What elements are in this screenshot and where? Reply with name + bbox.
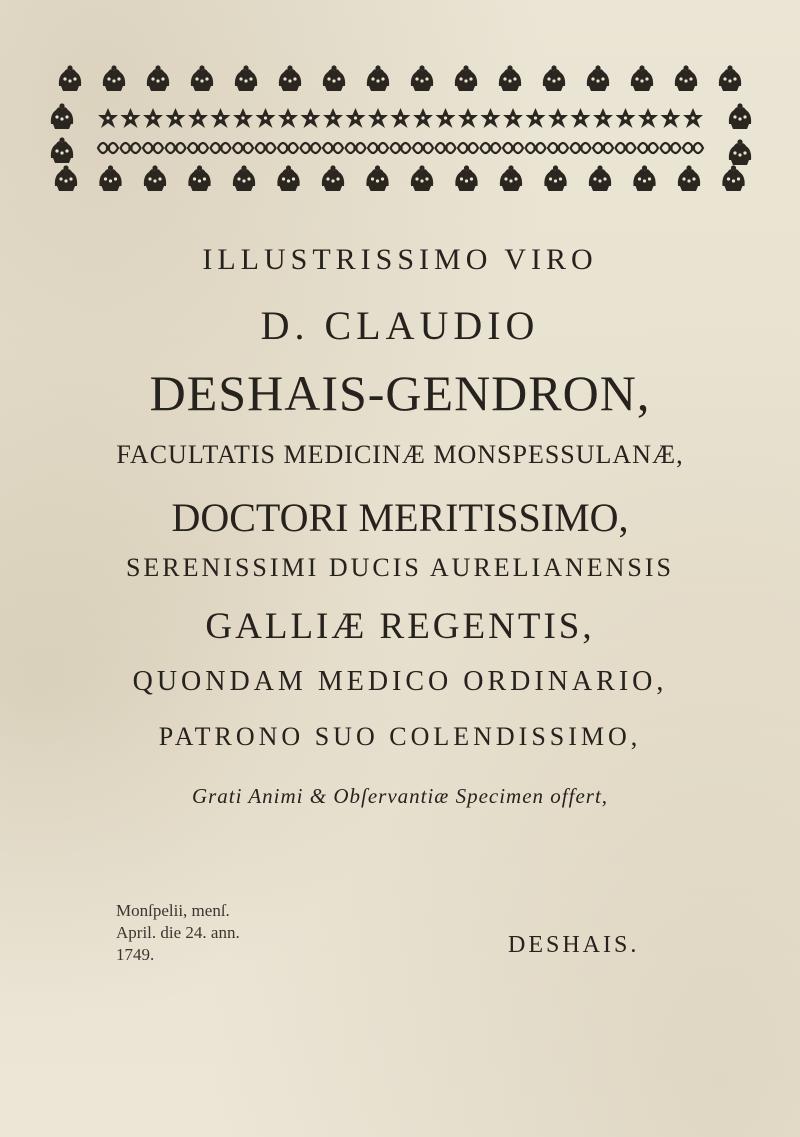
crown-fleuron-icon (366, 165, 388, 191)
signature: DESHAIS. (508, 932, 640, 958)
star-fleuron-icon (368, 108, 388, 128)
knot-fleuron-icon (616, 143, 636, 153)
knot-fleuron-icon (166, 143, 186, 153)
crown-fleuron-icon (411, 165, 433, 191)
knot-fleuron-icon (436, 143, 456, 153)
crown-fleuron-icon (678, 165, 700, 191)
star-fleuron-icon (256, 108, 276, 128)
star-fleuron-icon (278, 108, 298, 128)
star-fleuron-icon (121, 108, 141, 128)
knot-fleuron-icon (301, 143, 321, 153)
fleuron-band-icon (40, 56, 760, 198)
knot-fleuron-icon (391, 143, 411, 153)
star-fleuron-icon (413, 108, 433, 128)
dedication-line-6: SERENISSIMI DUCIS AURELIANENSIS (125, 553, 675, 582)
knot-fleuron-icon (526, 143, 546, 153)
star-fleuron-icon (481, 108, 501, 128)
knot-fleuron-icon (346, 143, 366, 153)
dedicatee-surname: DESHAIS-GENDRON, (149, 365, 651, 421)
crown-fleuron-icon (59, 65, 81, 91)
dedication-line-4: FACULTATIS MEDICINÆ MONSPESSULANÆ, (116, 440, 684, 469)
star-fleuron-icon (143, 108, 163, 128)
crown-fleuron-icon (277, 165, 299, 191)
knot-fleuron-icon (638, 143, 658, 153)
crown-fleuron-icon (729, 139, 751, 165)
star-fleuron-icon (436, 108, 456, 128)
crown-fleuron-icon (544, 165, 566, 191)
star-fleuron-icon (571, 108, 591, 128)
knot-fleuron-icon (683, 143, 703, 153)
knot-fleuron-icon (481, 143, 501, 153)
star-fleuron-icon (301, 108, 321, 128)
crown-fleuron-icon (722, 165, 744, 191)
knot-fleuron-icon (323, 143, 343, 153)
dedication-line-7: GALLIÆ REGENTIS, (205, 606, 595, 647)
star-fleuron-icon (211, 108, 231, 128)
star-fleuron-icon (526, 108, 546, 128)
dedication-line-8: QUONDAM MEDICO ORDINARIO, (132, 666, 668, 697)
star-fleuron-icon (233, 108, 253, 128)
knot-fleuron-icon (211, 143, 231, 153)
knot-fleuron-icon (256, 143, 276, 153)
star-fleuron-icon (458, 108, 478, 128)
crown-fleuron-icon (500, 165, 522, 191)
crown-fleuron-icon (631, 65, 653, 91)
crown-fleuron-icon (455, 65, 477, 91)
star-fleuron-icon (661, 108, 681, 128)
crown-fleuron-icon (322, 165, 344, 191)
knot-fleuron-icon (593, 143, 613, 153)
knot-fleuron-icon (188, 143, 208, 153)
knot-fleuron-icon (548, 143, 568, 153)
crown-fleuron-icon (51, 137, 73, 163)
place-date-line-2: April. die 24. ann. (116, 923, 240, 942)
dedication-offering: Grati Animi & Obſervantiæ Specimen offert, (191, 784, 609, 808)
crown-fleuron-icon (51, 103, 73, 129)
dedication-line-9: PATRONO SUO COLENDISSIMO, (158, 722, 642, 751)
knot-fleuron-icon (121, 143, 141, 153)
star-fleuron-icon (188, 108, 208, 128)
knot-fleuron-icon (278, 143, 298, 153)
crown-fleuron-icon (99, 165, 121, 191)
star-fleuron-icon (166, 108, 186, 128)
star-fleuron-icon (98, 108, 118, 128)
crown-fleuron-icon (147, 65, 169, 91)
crown-fleuron-icon (729, 103, 751, 129)
crown-fleuron-icon (589, 165, 611, 191)
knot-fleuron-icon (98, 143, 118, 153)
crown-fleuron-icon (323, 65, 345, 91)
star-fleuron-icon (616, 108, 636, 128)
star-fleuron-icon (503, 108, 523, 128)
crown-fleuron-icon (675, 65, 697, 91)
knot-fleuron-icon (368, 143, 388, 153)
crown-fleuron-icon (543, 65, 565, 91)
crown-fleuron-icon (455, 165, 477, 191)
star-fleuron-icon (391, 108, 411, 128)
crown-fleuron-icon (144, 165, 166, 191)
knot-fleuron-icon (458, 143, 478, 153)
place-date (116, 900, 240, 966)
star-fleuron-icon (638, 108, 658, 128)
star-fleuron-icon (548, 108, 568, 128)
star-fleuron-icon (683, 108, 703, 128)
crown-fleuron-icon (103, 65, 125, 91)
crown-fleuron-icon (719, 65, 741, 91)
dedication-line-5: DOCTORI MERITISSIMO, (171, 495, 629, 540)
crown-fleuron-icon (411, 65, 433, 91)
crown-fleuron-icon (367, 65, 389, 91)
crown-fleuron-icon (233, 165, 255, 191)
dedicatee-name: D. CLAUDIO (260, 303, 540, 348)
crown-fleuron-icon (279, 65, 301, 91)
crown-fleuron-icon (587, 65, 609, 91)
place-date-line-1: Monſpelii, menſ. (116, 901, 230, 920)
knot-fleuron-icon (661, 143, 681, 153)
place-date-line-3: 1749. (116, 945, 155, 964)
crown-fleuron-icon (633, 165, 655, 191)
crown-fleuron-icon (499, 65, 521, 91)
star-fleuron-icon (323, 108, 343, 128)
knot-fleuron-icon (143, 143, 163, 153)
star-fleuron-icon (593, 108, 613, 128)
knot-fleuron-icon (413, 143, 433, 153)
dedication-line-1: ILLUSTRISSIMO VIRO (202, 243, 598, 276)
knot-fleuron-icon (571, 143, 591, 153)
star-fleuron-icon (346, 108, 366, 128)
crown-fleuron-icon (191, 65, 213, 91)
crown-fleuron-icon (188, 165, 210, 191)
crown-fleuron-icon (235, 65, 257, 91)
knot-fleuron-icon (233, 143, 253, 153)
knot-fleuron-icon (503, 143, 523, 153)
crown-fleuron-icon (55, 165, 77, 191)
